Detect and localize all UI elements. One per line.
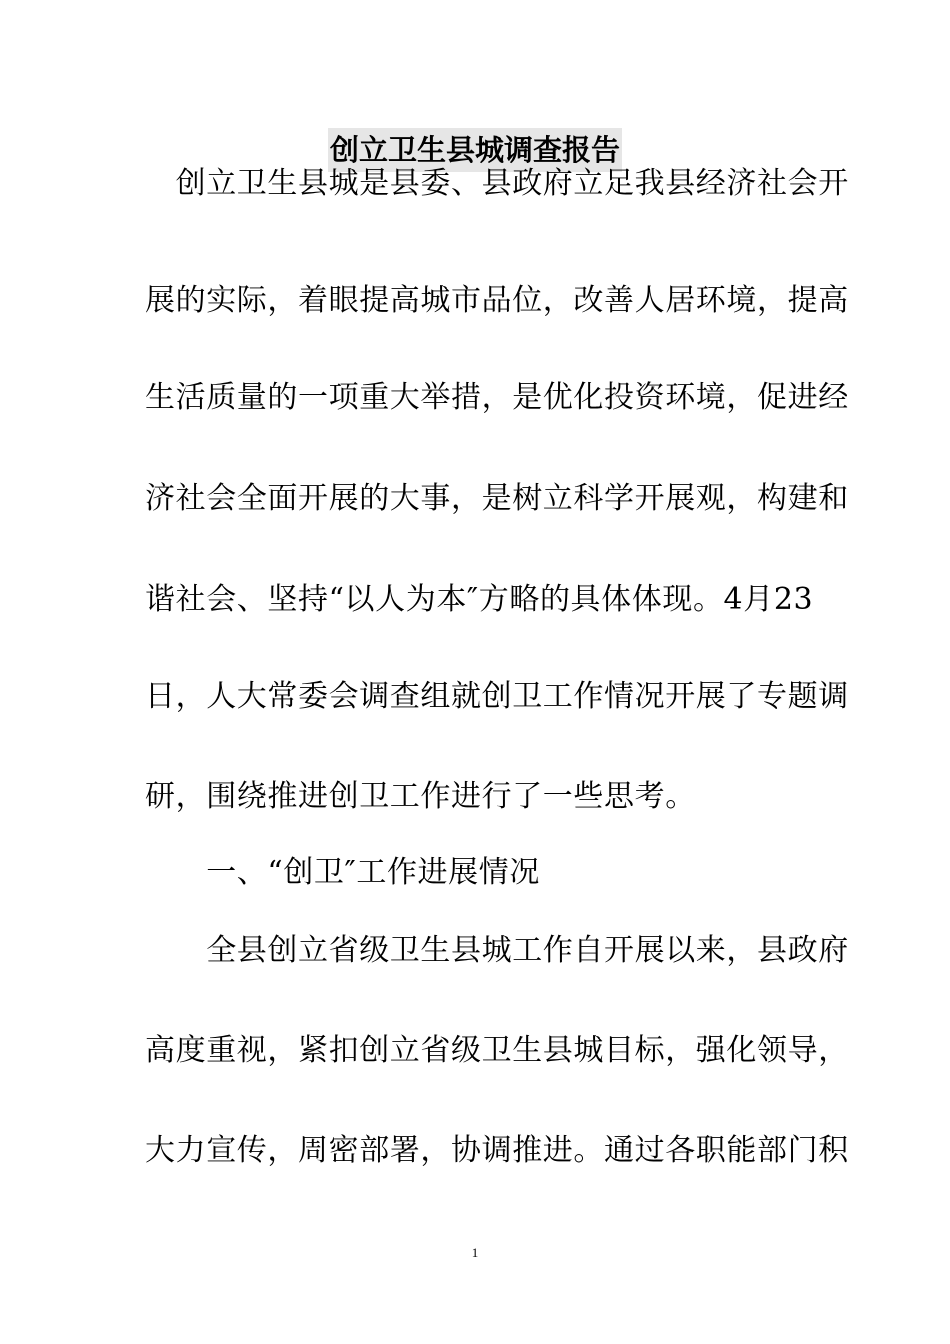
body-line: 济社会全面开展的大事，是树立科学开展观，构建和	[145, 481, 849, 516]
body-line: 生活质量的一项重大举措，是优化投资环境，促进经	[145, 380, 849, 415]
body-line: 研，围绕推进创卫工作进行了一些思考。	[145, 779, 696, 814]
body-line: 日，人大常委会调查组就创卫工作情况开展了专题调	[145, 679, 849, 714]
body-line: 高度重视，紧扣创立省级卫生县城目标，强化领导，	[145, 1033, 849, 1068]
document-title: 创立卫生县城调查报告	[328, 128, 622, 172]
page-number: 1	[471, 1245, 479, 1260]
body-line: 展的实际，着眼提高城市品位，改善人居环境，提高	[145, 283, 849, 318]
body-line: 谐社会、坚持“以人为本″方略的具体体现。4月23	[145, 582, 814, 617]
body-line: 大力宣传，周密部署，协调推进。通过各职能部门积	[145, 1133, 849, 1168]
body-line: 创立卫生县城是县委、县政府立足我县经济社会开	[145, 166, 849, 201]
section-heading: 一、“创卫″工作进展情况	[145, 855, 540, 890]
body-line: 全县创立省级卫生县城工作自开展以来，县政府	[145, 933, 849, 968]
